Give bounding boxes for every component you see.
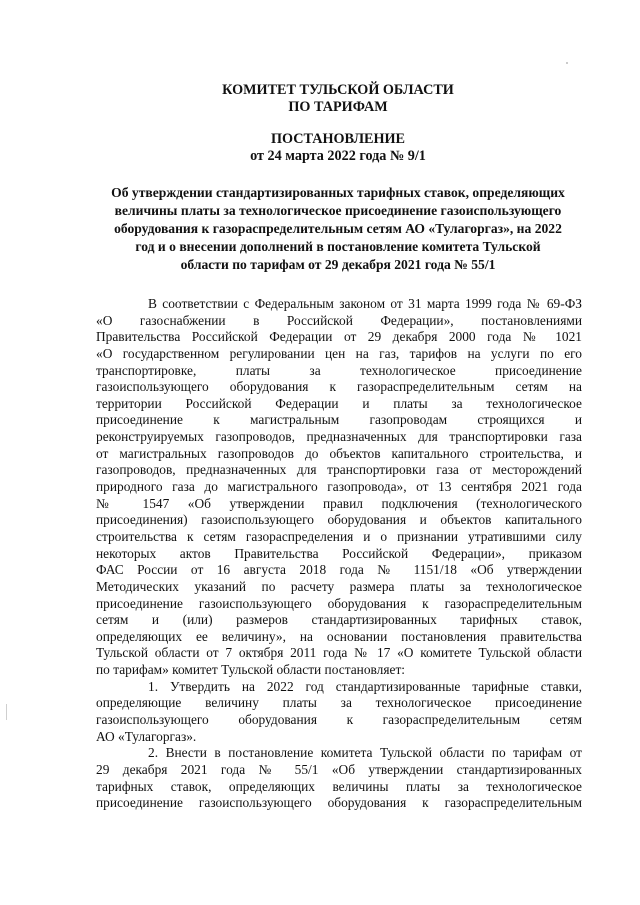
clause-2-line: тарифных ставок, определяющих величины платы за технологическое bbox=[96, 778, 582, 794]
clause-2-line: 2. Внести в постановление комитета Тульской области по тарифам от bbox=[148, 745, 582, 761]
body-line: присоединение газоиспользующего оборудования к газораспределительным bbox=[96, 595, 582, 611]
body-line: от магистральных газопроводов до объектов капитального строительства, и bbox=[96, 445, 582, 461]
clause-1-line: АО «Тулагоргаз». bbox=[96, 728, 197, 744]
body-line: территории Российской Федерации и платы за технологическое bbox=[96, 395, 582, 411]
subject-line: Об утверждении стандартизированных тарифных ставок, определяющих bbox=[111, 185, 565, 200]
subject-line: области по тарифам от 29 декабря 2021 года № 55/1 bbox=[180, 257, 496, 272]
authority-line-1: КОМИТЕТ ТУЛЬСКОЙ ОБЛАСТИ bbox=[222, 82, 454, 98]
body-line: по тарифам» комитет Тульской области постановляет: bbox=[96, 662, 406, 678]
body-line: ФАС России от 16 августа 2018 года № 1151/18 «Об утверждении bbox=[96, 562, 582, 578]
issuing-authority bbox=[96, 82, 580, 116]
body-line: реконструируемых газопроводов, предназначенных для транспортировки газа bbox=[96, 429, 582, 445]
document-heading bbox=[96, 131, 580, 165]
body-line: природного газа до магистрального газопровода», от 13 сентября 2021 года bbox=[96, 479, 582, 495]
clause-1-line: газоиспользующего оборудования к газораспределительным сетям bbox=[96, 712, 582, 728]
document-body bbox=[96, 296, 582, 812]
body-line: газоиспользующего оборудования к газораспределительным сетям на bbox=[96, 379, 582, 395]
body-line: № 1547 «Об утверждении правил подключения (технологического bbox=[96, 495, 582, 511]
body-line: сетям и (или) размеров стандартизированных тарифных ставок, bbox=[96, 612, 582, 628]
subject-line: оборудования к газораспределительным сетям АО «Тулагоргаз», на 2022 bbox=[114, 221, 562, 236]
subject-line: год и о внесении дополнений в постановление комитета Тульской bbox=[135, 239, 541, 254]
body-line: присоединение к магистральным газопроводам строящихся и bbox=[96, 412, 582, 428]
document-subject bbox=[88, 184, 588, 274]
body-line: Правительства Российской Федерации от 29 декабря 2000 года № 1021 bbox=[96, 329, 582, 345]
body-line: присоединения) газоиспользующего оборудования и объектов капитального bbox=[96, 512, 582, 528]
document-type: ПОСТАНОВЛЕНИЕ bbox=[270, 131, 406, 147]
document-date-number: от 24 марта 2022 года № 9/1 bbox=[250, 148, 426, 164]
body-line: Методических указаний по расчету размера платы за технологическое bbox=[96, 578, 582, 594]
clause-1-line: 1. Утвердить на 2022 год стандартизированные тарифные ставки, bbox=[148, 678, 582, 694]
body-line: определяющих ее величину», на основании постановления правительства bbox=[96, 628, 582, 644]
body-line: Тульской области от 7 октября 2011 года № 17 «О комитете Тульской области bbox=[96, 645, 582, 661]
clause-2-line: присоединение газоиспользующего оборудования к газораспределительным bbox=[96, 795, 582, 811]
body-line: транспортировке, платы за технологическое присоединение bbox=[96, 362, 582, 378]
subject-line: величины платы за технологическое присоединение газоиспользующего bbox=[114, 203, 562, 218]
authority-line-2: ПО ТАРИФАМ bbox=[288, 99, 388, 115]
scan-speck bbox=[566, 62, 568, 64]
body-line: некоторых актов Правительства Российской Федерации», приказом bbox=[96, 545, 582, 561]
body-line: «О государственном регулировании цен на газ, тарифов на услуги по его bbox=[96, 345, 582, 361]
clause-2-line: 29 декабря 2021 года № 55/1 «Об утверждении стандартизированных bbox=[96, 761, 582, 777]
body-line: В соответствии с Федеральным законом от 31 марта 1999 года № 69-ФЗ bbox=[148, 296, 582, 311]
body-line: «О газоснабжении в Российской Федерации», постановлениями bbox=[96, 312, 582, 328]
clause-1-line: определяющие величину платы за технологическое присоединение bbox=[96, 695, 582, 711]
scan-edge-mark bbox=[6, 704, 7, 720]
body-line: газопроводов, предназначенных для транспортировки газа от месторождений bbox=[96, 462, 582, 478]
body-line: строительства к сетям газораспределения и о признании утратившими силу bbox=[96, 528, 582, 544]
